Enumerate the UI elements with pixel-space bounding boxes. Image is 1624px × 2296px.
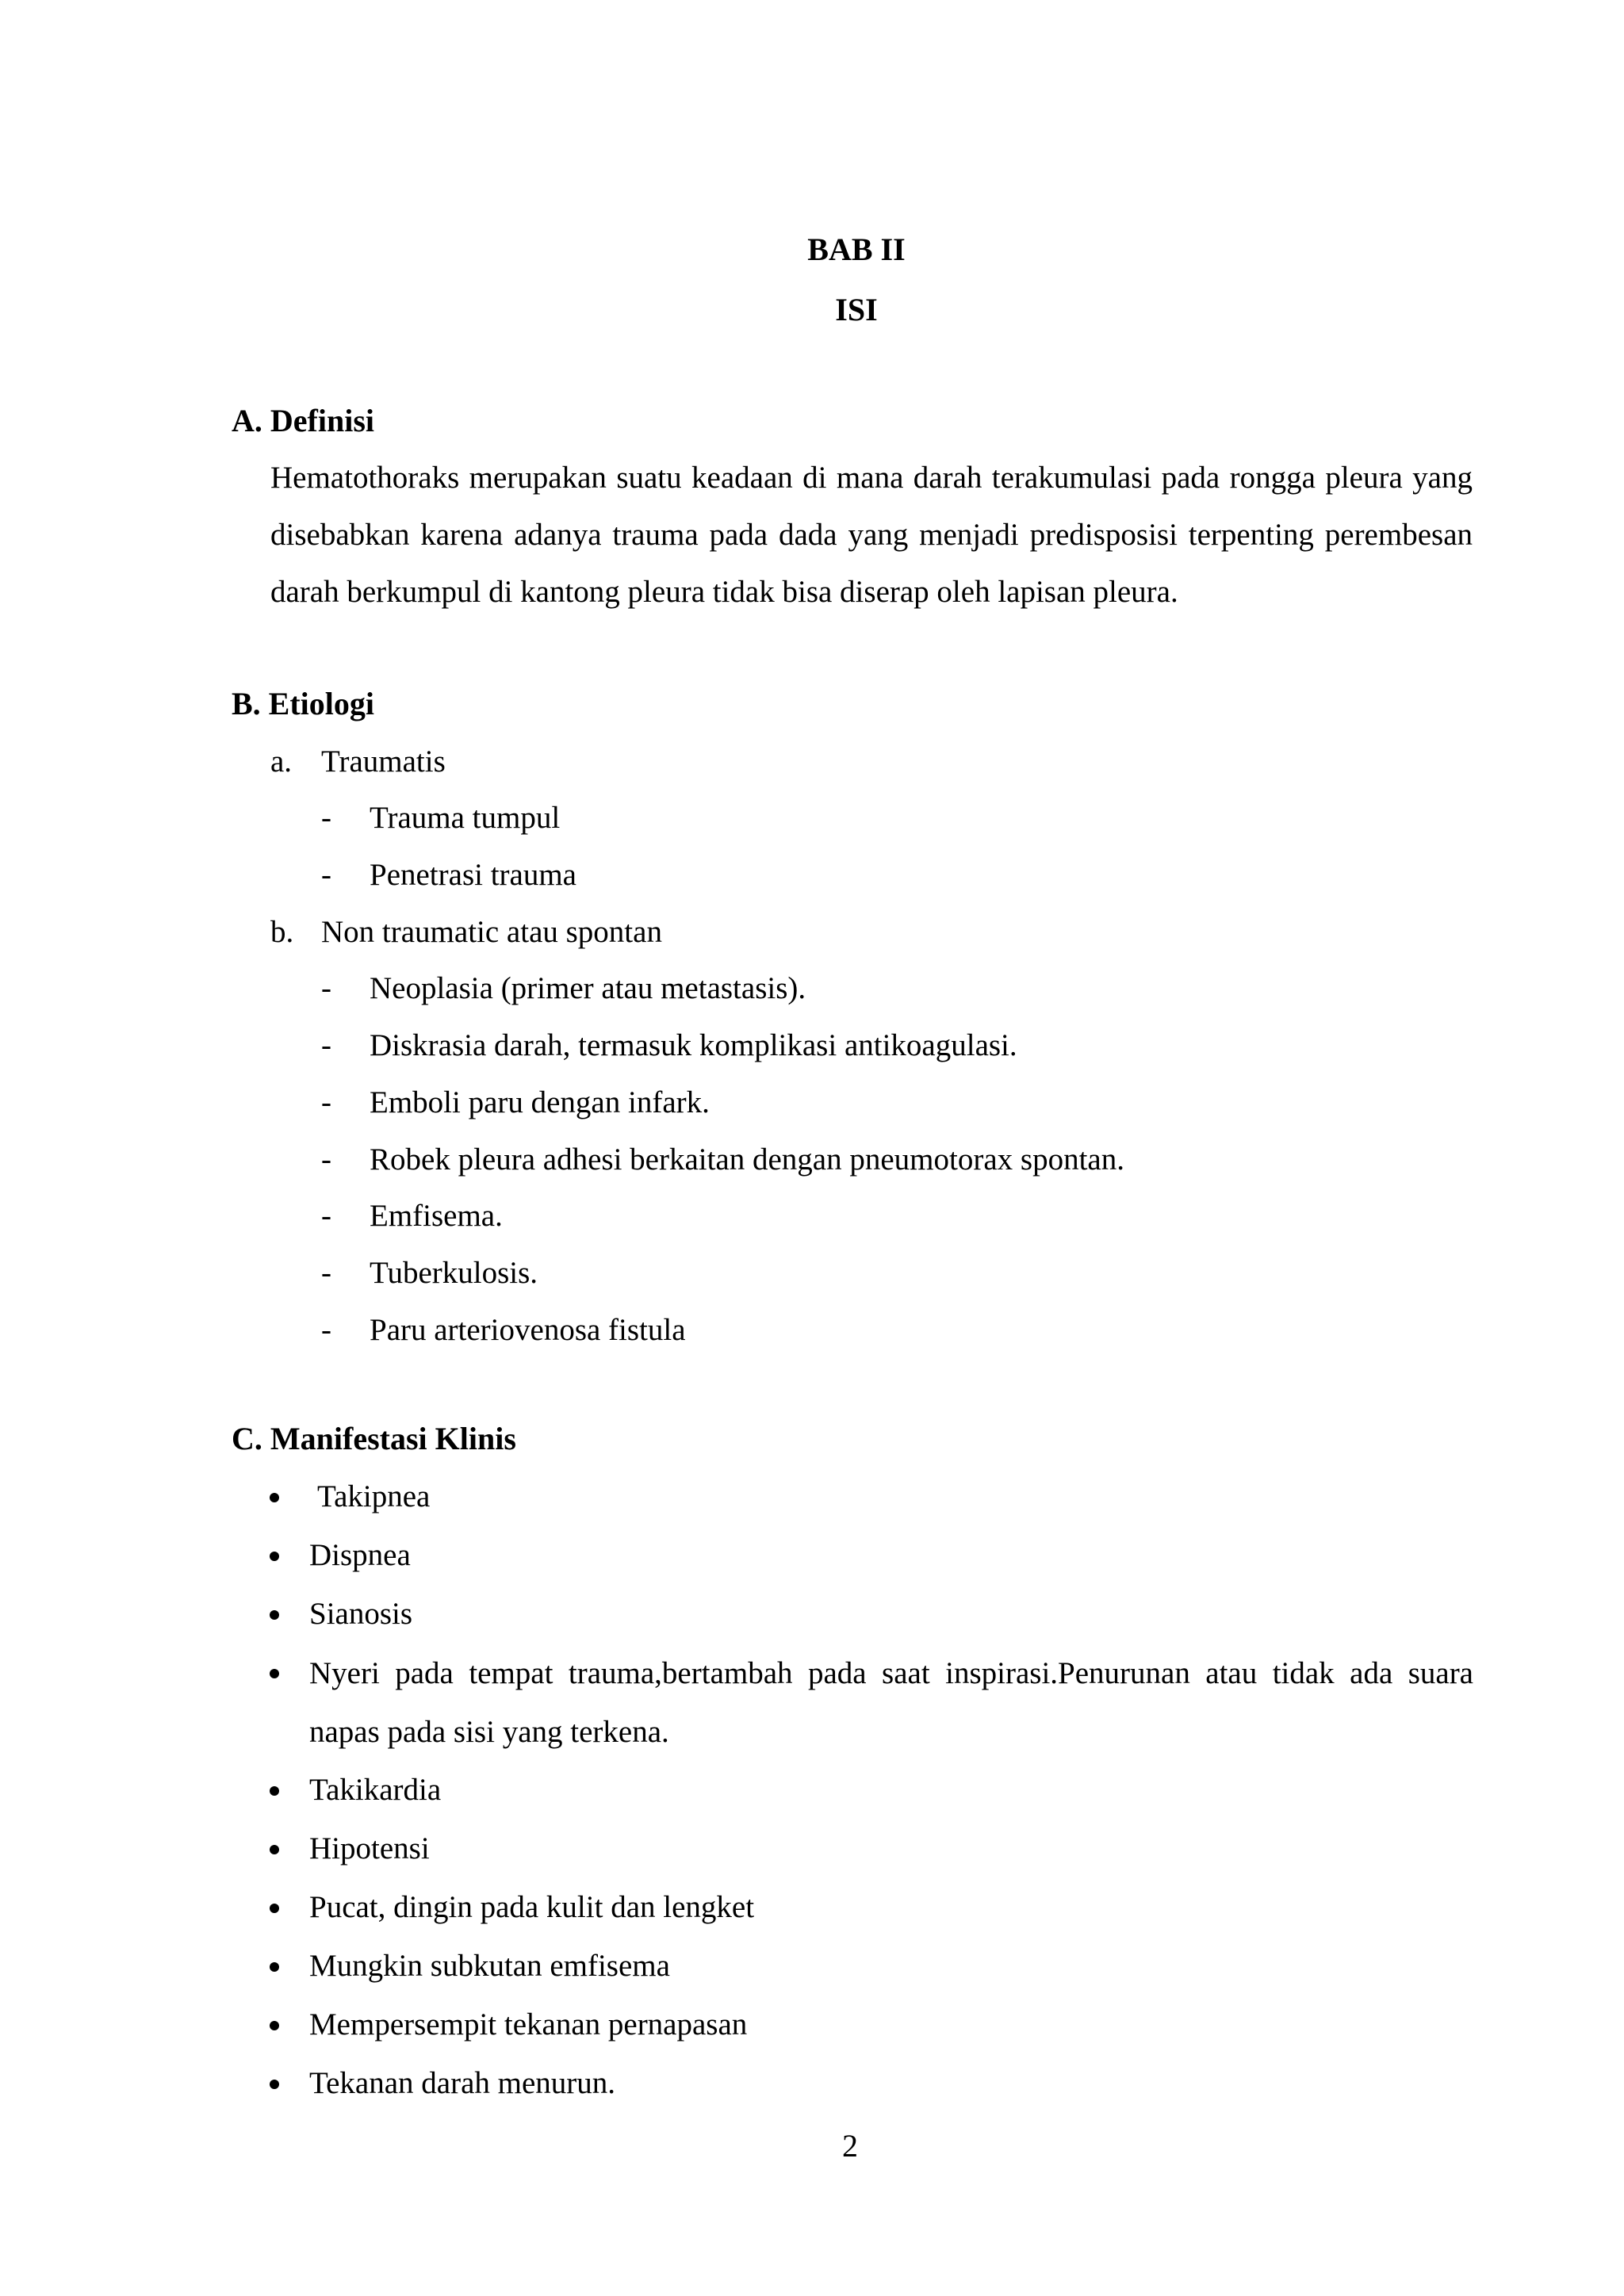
etiology-item: Trauma tumpul (370, 801, 561, 835)
symptom-item: Mempersempit tekanan pernapasan (309, 2007, 748, 2042)
symptom-item: Sianosis (309, 1597, 413, 1631)
definition-paragraph: Hematothoraks merupakan suatu keadaan di mana darah terakumulasi pada rongga pleura yang disebabkan karena adanya trauma pada dada yang menjadi predisposisi terpenting perembesan darah berkumpul di kantong pleura tidak bisa diserap oleh lapisan pleura. (270, 461, 1473, 609)
dash-marker: - (321, 1199, 331, 1233)
chapter-number: BAB II (807, 232, 906, 267)
symptom-item: Mungkin subkutan emfisema (309, 1949, 670, 1983)
dash-marker: - (321, 1085, 331, 1119)
section-heading-etiologi: B. Etiologi (232, 686, 375, 721)
dash-marker: - (321, 801, 331, 835)
bullet-icon (270, 1904, 279, 1913)
symptom-item: Takikardia (309, 1773, 442, 1807)
bullet-icon (270, 1786, 279, 1796)
bullet-icon (270, 1845, 279, 1854)
list-marker-b: b. (270, 915, 294, 949)
etiology-item: Emfisema. (370, 1199, 503, 1233)
etiology-item: Paru arteriovenosa fistula (370, 1313, 686, 1347)
bullet-icon (270, 1552, 279, 1561)
symptom-item: Tekanan darah menurun. (309, 2066, 616, 2100)
dash-marker: - (321, 1028, 331, 1062)
dash-marker: - (321, 1256, 331, 1290)
dash-marker: - (321, 1142, 331, 1177)
bullet-icon (270, 1669, 279, 1678)
dash-marker: - (321, 1313, 331, 1347)
symptom-item: Nyeri pada tempat trauma,bertambah pada saat inspirasi.Penurunan atau tidak ada suara napas pada sisi yang terkena. (309, 1656, 1473, 1749)
bullet-icon (270, 1962, 279, 1972)
page-number: 2 (842, 2128, 858, 2164)
etiology-item: Emboli paru dengan infark. (370, 1085, 710, 1119)
symptom-item: Pucat, dingin pada kulit dan lengket (309, 1890, 755, 1924)
etiology-item: Tuberkulosis. (370, 1256, 538, 1290)
bullet-icon (270, 2021, 279, 2030)
symptom-item: Hipotensi (309, 1831, 430, 1866)
dash-marker: - (321, 858, 331, 892)
section-heading-definisi: A. Definisi (232, 403, 374, 438)
symptom-item: Takipnea (317, 1479, 431, 1513)
etiology-item: Diskrasia darah, termasuk komplikasi antikoagulasi. (370, 1028, 1017, 1062)
etiology-group-traumatis: Traumatis (321, 744, 446, 779)
section-heading-manifestasi-klinis: C. Manifestasi Klinis (232, 1421, 516, 1456)
etiology-item: Robek pleura adhesi berkaitan dengan pneumotorax spontan. (370, 1142, 1124, 1177)
symptom-item: Dispnea (309, 1538, 411, 1572)
bullet-icon (270, 1610, 279, 1620)
dash-marker: - (321, 971, 331, 1005)
chapter-title: ISI (835, 292, 878, 327)
list-marker-a: a. (270, 744, 293, 779)
bullet-icon (270, 2080, 279, 2089)
etiology-group-non-traumatic: Non traumatic atau spontan (321, 915, 662, 949)
etiology-item: Penetrasi trauma (370, 858, 576, 892)
bullet-icon (270, 1493, 279, 1502)
etiology-item: Neoplasia (primer atau metastasis). (370, 971, 806, 1005)
